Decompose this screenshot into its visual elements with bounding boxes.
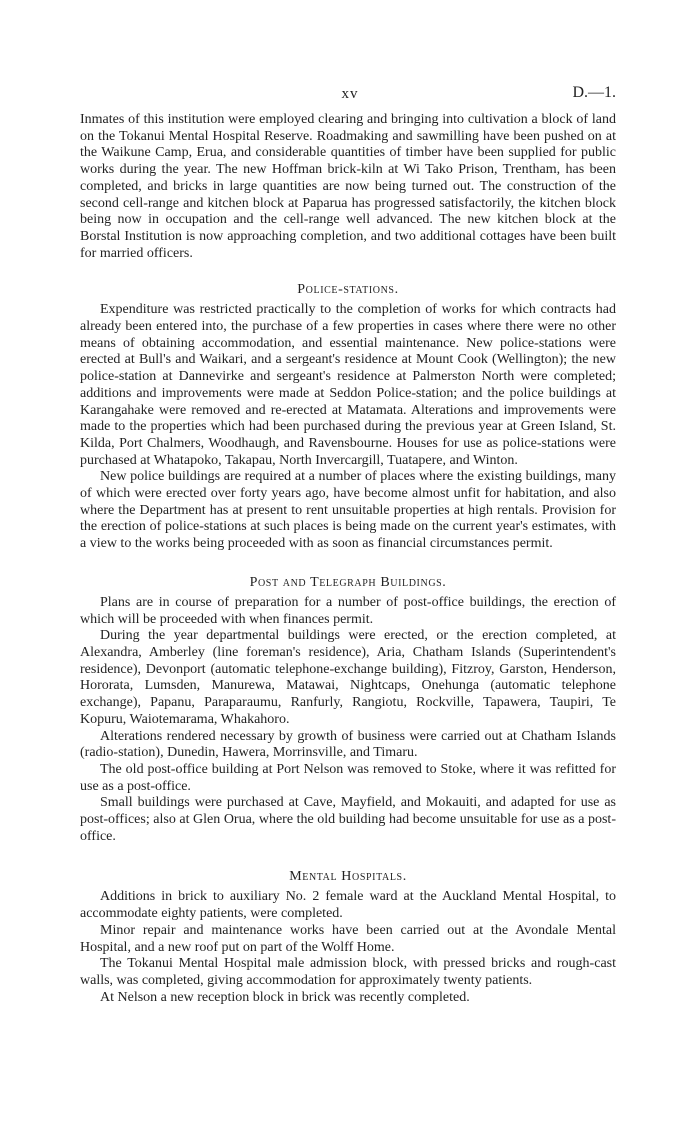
intro-paragraph: Inmates of this institution were employed clearing and bringing into cultivation a block of land on the Tokanui Mental Hospital Reserve. Roadmaking and sawmilling have been pushed on at the Waikune Camp, Erua, and considerable quantities of timber have been supplied for public works during the year. The new Hoffman brick-kiln at Wi Tako Prison, Trentham, has been completed, and bricks in large quantities are now being turned out. The construction of the second cell-range and kitchen block at Paparua has progressed satisfactorily, the kitchen block being now in occupation and the cell-range well advanced. The new kitchen block at the Borstal Institution is now approaching completion, and two additional cottages have been built for married officers. — [80, 112, 616, 261]
police-paragraph: New police buildings are required at a number of places where the existing buildings, many of which were erected over forty years ago, have become almost unfit for habitation, and also where the Department has at present to rent unsuitable properties at high rentals. Provision for the erection of police-stations at such places is being made on the current year's estimates, with a view to the works being proceeded with as soon as financial circumstances permit. — [80, 469, 616, 552]
post-paragraph: Small buildings were purchased at Cave, Mayfield, and Mokauiti, and adapted for use as post-offices; also at Glen Orua, where the old building had become unsuitable for use as a post-office. — [80, 795, 616, 844]
post-paragraph: The old post-office building at Port Nelson was removed to Stoke, where it was refitted for use as a post-office. — [80, 761, 616, 794]
mental-paragraph: At Nelson a new reception block in brick was recently completed. — [100, 989, 470, 1005]
police-paragraph: Expenditure was restricted practically to the completion of works for which contracts had already been entered into, the purchase of a few properties in cases where there were no other means of obtaining accommodation, and essential maintenance. New police-stations were erected at Bull's and Waikari, and a sergeant's residence at Mount Cook (Wellington); the new police-station at Dannevirke and sergeant's residence at Palmerston North were completed; additions and improvements were made at Seddon Police-station; and the police buildings at Karangahake were removed and re-erected at Matamata. Alterations and improvements were made to the properties which had been purchased during the previous year at Green Island, St. Kilda, Port Chalmers, Woodhaugh, and Ravensbourne. Houses for use as police-stations were purchased at Whatapoko, Takapau, North Invercargill, Tuatapere, and Winton. — [80, 302, 616, 468]
post-paragraph: During the year departmental buildings were erected, or the erection completed, at Alexandra, Amberley (line foreman's residence), Aria, Chatham Islands (Superintendent's residence), Devonport (automatic telephone-exchange building), Fitzroy, Garston, Henderson, Hororata, Lumsden, Manurewa, Matawai, Nightcaps, Onehunga (automatic telephone exchange), Papanu, Paraparaumu, Ranfurly, Rangiotu, Rockville, Tapawera, Taupiri, Te Kopuru, Waiotemarama, Whakahoro. — [80, 628, 616, 727]
page-body — [80, 112, 616, 1006]
document-reference: D.—1. — [572, 84, 616, 101]
post-paragraph: Alterations rendered necessary by growth of business were carried out at Chatham Islands (radio-station), Dunedin, Hawera, Morrinsville, and Timaru. — [80, 728, 616, 761]
section-heading-police-stations: Police-stations. — [297, 282, 399, 298]
page-header — [0, 84, 700, 106]
mental-paragraph: Minor repair and maintenance works have been carried out at the Avondale Mental Hospital, and a new roof put on part of the Wolff Home. — [80, 922, 616, 955]
post-paragraph: Plans are in course of preparation for a number of post-office buildings, the erection of which will be proceeded with when finances permit. — [80, 594, 616, 627]
mental-paragraph: Additions in brick to auxiliary No. 2 female ward at the Auckland Mental Hospital, to accommodate eighty patients, were completed. — [80, 889, 616, 922]
mental-paragraph: The Tokanui Mental Hospital male admission block, with pressed bricks and rough-cast walls, was completed, giving accommodation for approximately twenty patients. — [80, 956, 616, 988]
section-heading-mental-hospitals: Mental Hospitals. — [289, 869, 407, 885]
page-number: xv — [341, 86, 359, 102]
section-heading-post-telegraph: Post and Telegraph Buildings. — [249, 574, 447, 590]
